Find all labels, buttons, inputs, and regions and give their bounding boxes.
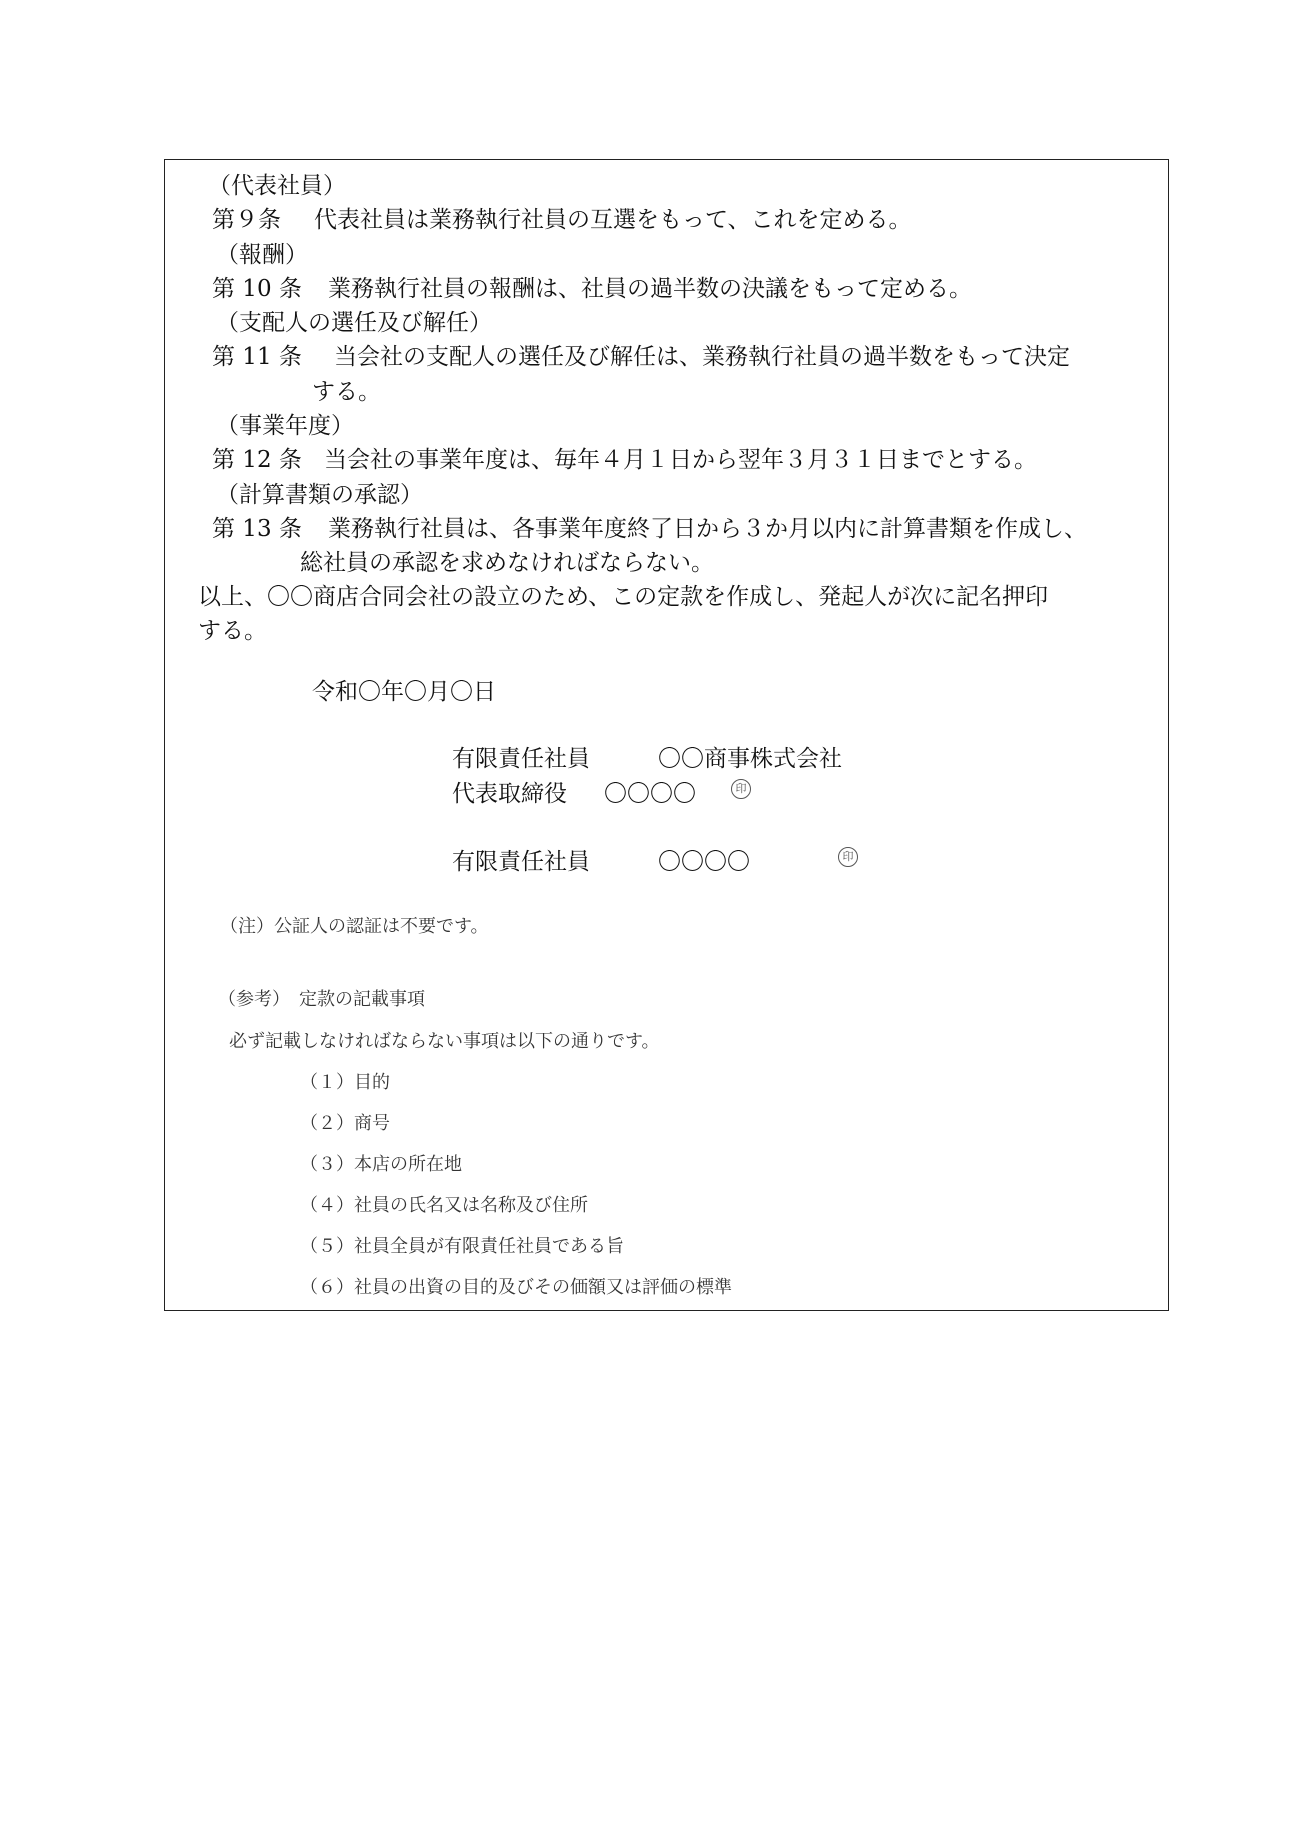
representative-name: 〇〇〇〇 — [604, 781, 696, 807]
reference-title: （参考） 定款の記載事項 — [218, 989, 425, 1010]
article-text-continued: 総社員の承認を求めなければならない。 — [300, 550, 714, 576]
reference-item: （６）社員の出資の目的及びその価額又は評価の標準 — [300, 1277, 732, 1298]
article-text-continued: する。 — [312, 379, 381, 405]
article-text: 業務執行社員の報酬は、社員の過半数の決議をもって定める。 — [328, 276, 972, 302]
seal-mark-icon: 印 — [838, 847, 858, 867]
signatory-role: 有限責任社員 — [452, 746, 590, 772]
seal-mark-icon: 印 — [731, 779, 751, 799]
article-heading: （計算書類の承認） — [216, 482, 423, 508]
article-heading: （事業年度） — [216, 413, 354, 439]
signatory-name: 〇〇〇〇 — [658, 849, 750, 875]
representative-title: 代表取締役 — [452, 781, 567, 807]
closing-text: 以上、〇〇商店合同会社の設立のため、この定款を作成し、発起人が次に記名押印 — [198, 584, 1049, 610]
article-heading: （報酬） — [216, 242, 308, 268]
article-number: 第 12 条 — [212, 447, 302, 473]
reference-item: （２）商号 — [300, 1113, 390, 1134]
reference-item: （３）本店の所在地 — [300, 1154, 462, 1175]
reference-item: （１）目的 — [300, 1072, 390, 1093]
article-number: 第 13 条 — [212, 516, 302, 542]
article-number: 第９条 — [212, 207, 281, 233]
article-text: 当会社の支配人の選任及び解任は、業務執行社員の過半数をもって決定 — [334, 344, 1070, 370]
reference-item: （５）社員全員が有限責任社員である旨 — [300, 1236, 624, 1257]
article-number: 第 11 条 — [212, 344, 302, 370]
article-heading: （支配人の選任及び解任） — [216, 310, 492, 336]
article-text: 業務執行社員は、各事業年度終了日から３か月以内に計算書類を作成し、 — [328, 516, 1087, 542]
article-number: 第 10 条 — [212, 276, 302, 302]
article-heading: （代表社員） — [208, 173, 346, 199]
signing-date: 令和〇年〇月〇日 — [312, 679, 496, 705]
article-text: 代表社員は業務執行社員の互選をもって、これを定める。 — [314, 207, 912, 233]
article-text: 当会社の事業年度は、毎年４月１日から翌年３月３１日までとする。 — [324, 447, 1037, 473]
reference-item: （４）社員の氏名又は名称及び住所 — [300, 1195, 588, 1216]
reference-intro: 必ず記載しなければならない事項は以下の通りです。 — [229, 1031, 660, 1052]
signatory-company: 〇〇商事株式会社 — [658, 746, 842, 772]
closing-text-continued: する。 — [198, 618, 267, 644]
note-text: （注）公証人の認証は不要です。 — [220, 916, 489, 937]
signatory-role: 有限責任社員 — [452, 849, 590, 875]
